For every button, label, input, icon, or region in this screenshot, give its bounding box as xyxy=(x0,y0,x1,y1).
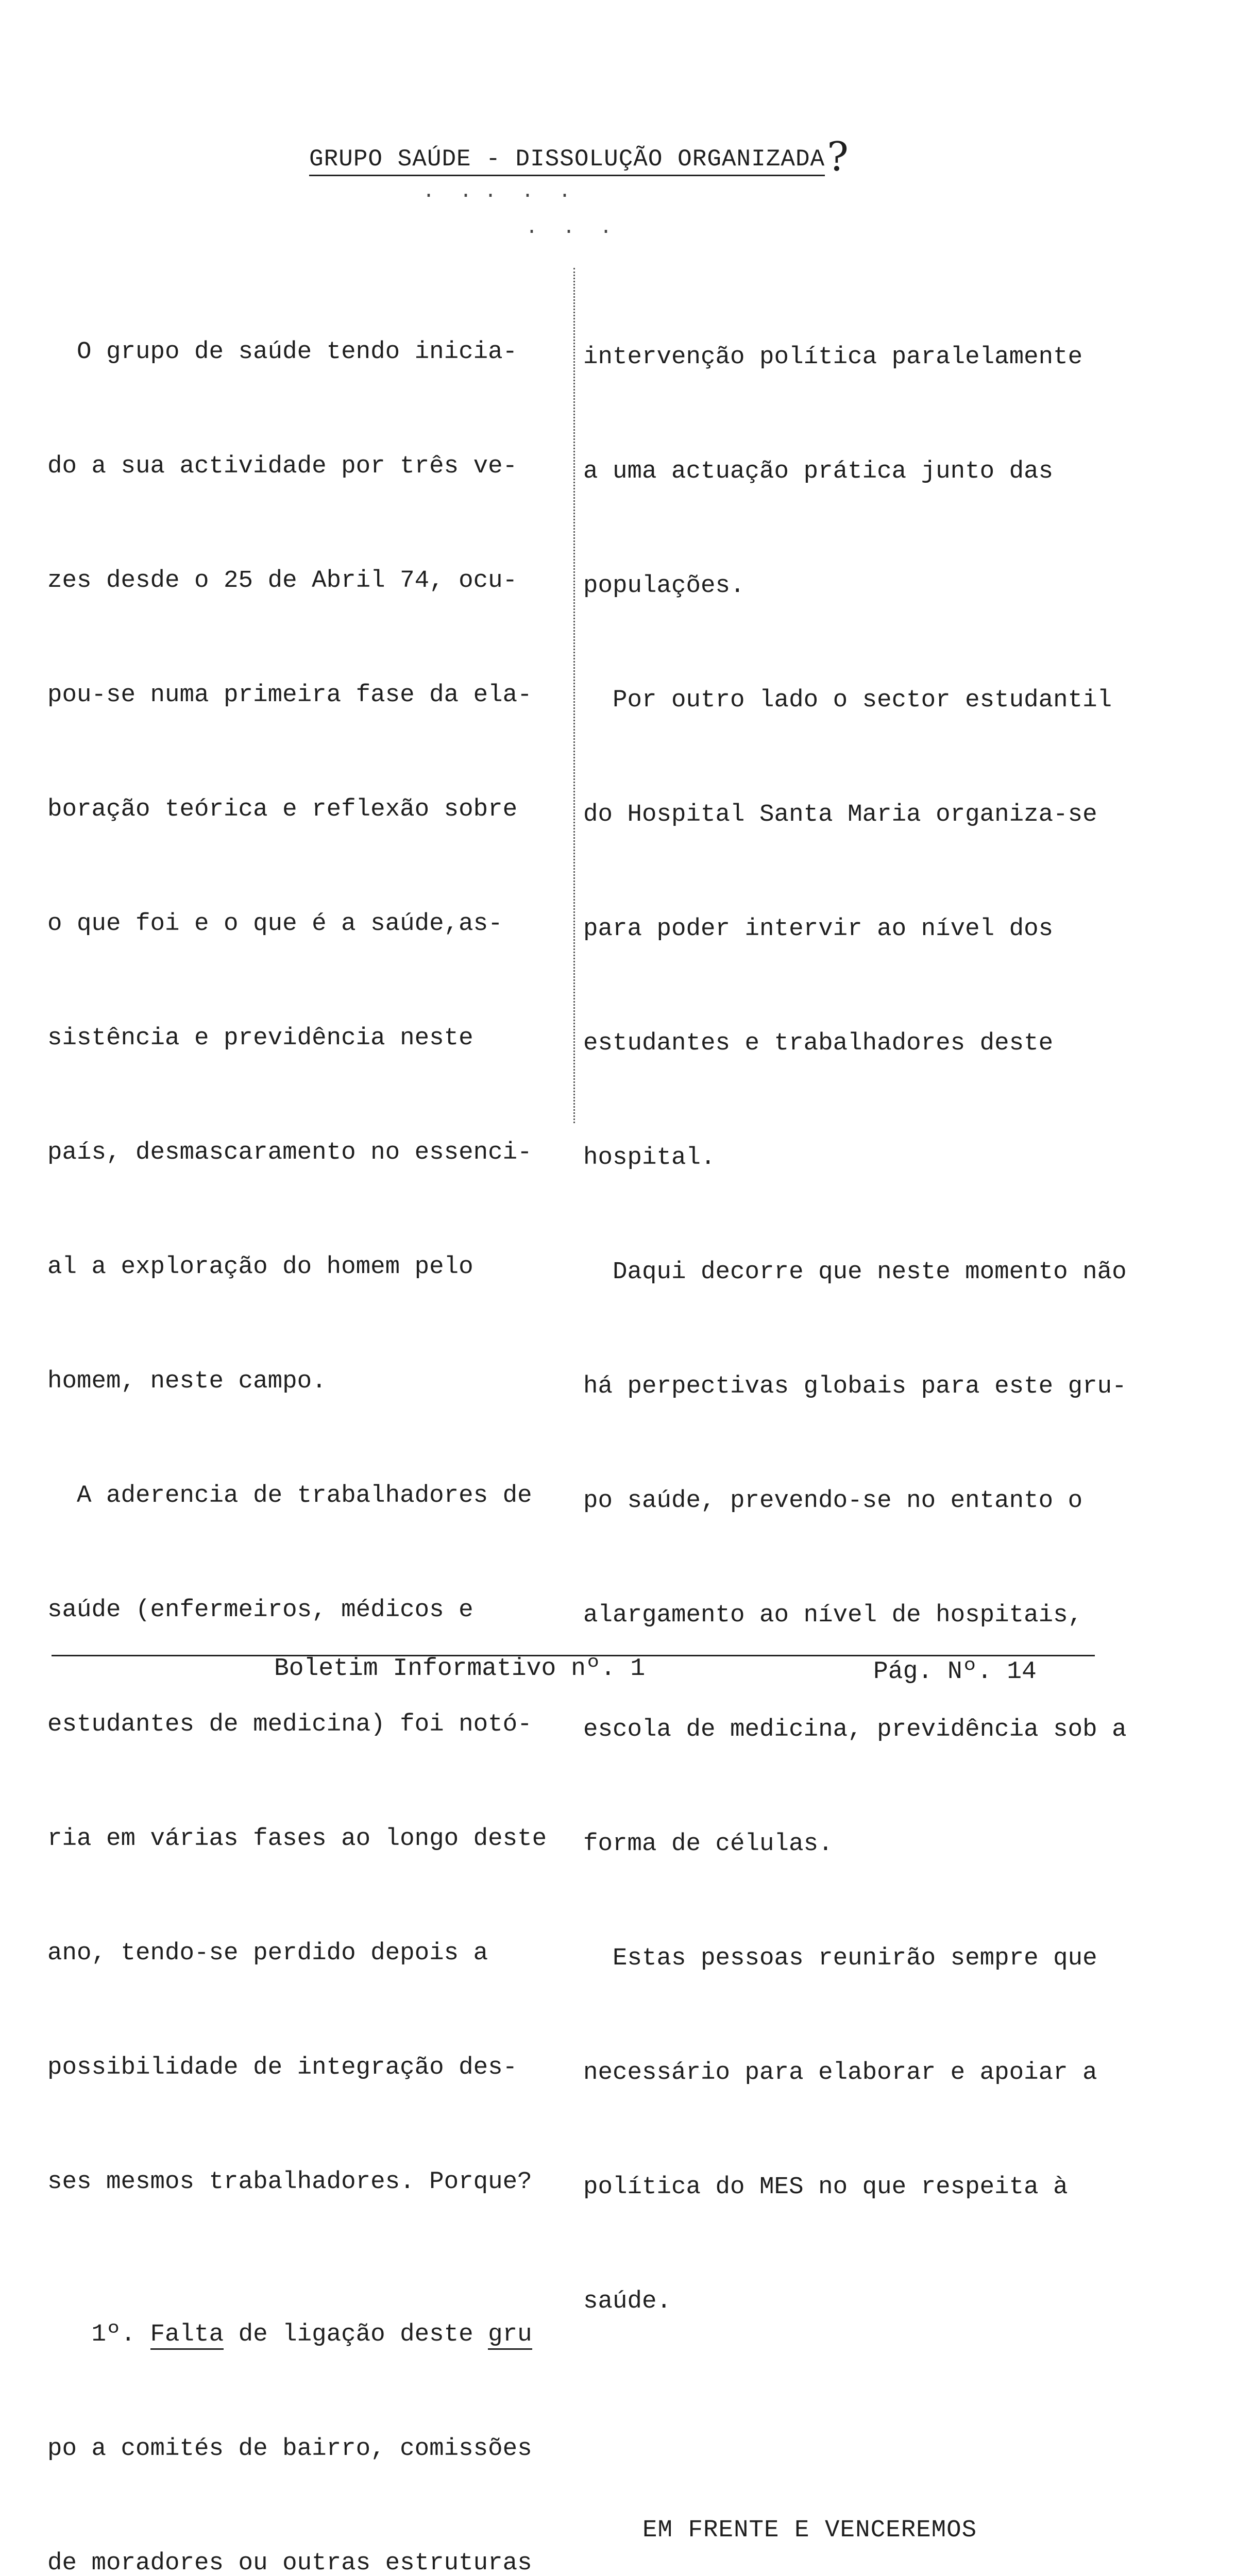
left-paragraph-line: do a sua actividade por três ve- xyxy=(47,452,518,480)
point-1-text: de ligação deste xyxy=(224,2320,488,2348)
right-paragraph-line: alargamento ao nível de hospitais, xyxy=(583,1601,1083,1629)
left-paragraph-line: homem, neste campo. xyxy=(47,1367,327,1395)
right-paragraph-line: Daqui decorre que neste momento não xyxy=(583,1258,1127,1286)
right-paragraph-line: há perpectivas globais para este gru- xyxy=(583,1372,1127,1400)
right-paragraph-line: escola de medicina, previdência sob a xyxy=(583,1716,1127,1743)
handwritten-question-mark: ? xyxy=(827,134,849,180)
footer-page-number: Pág. Nº. 14 xyxy=(873,1658,1037,1686)
left-paragraph-line: ses mesmos trabalhadores. Porque? xyxy=(47,2168,532,2196)
right-paragraph-line: do Hospital Santa Maria organiza-se xyxy=(583,801,1097,828)
page-title xyxy=(309,129,849,180)
right-paragraph-line: intervenção política paralelamente xyxy=(583,343,1083,371)
point-1-number: 1º. xyxy=(47,2320,150,2348)
left-paragraph-line: saúde (enfermeiros, médicos e xyxy=(47,1596,473,1624)
right-paragraph-line: para poder intervir ao nível dos xyxy=(583,915,1054,943)
left-paragraph-line: o que foi e o que é a saúde,as- xyxy=(47,910,503,938)
left-paragraph-line: ano, tendo-se perdido depois a xyxy=(47,1939,488,1967)
left-paragraph-line: ria em várias fases ao longo deste xyxy=(47,1825,547,1853)
right-paragraph-line: forma de células. xyxy=(583,1830,833,1858)
point-1-keyword: Falta xyxy=(150,2320,224,2350)
column-divider xyxy=(573,268,575,1123)
right-paragraph-line: política do MES no que respeita à xyxy=(583,2173,1068,2201)
left-paragraph-line: A aderencia de trabalhadores de xyxy=(47,1482,532,1510)
left-paragraph-line: estudantes de medicina) foi notó- xyxy=(47,1710,532,1738)
spacer xyxy=(583,2397,1127,2435)
right-paragraph-line: po saúde, prevendo-se no entanto o xyxy=(583,1487,1083,1515)
footer-publication: Boletim Informativo nº. 1 xyxy=(274,1655,646,1683)
left-column xyxy=(47,257,547,2576)
title-text: GRUPO SAÚDE - DISSOLUÇÃO ORGANIZADA xyxy=(309,146,825,176)
left-paragraph-line: al a exploração do homem pelo xyxy=(47,1253,473,1281)
point-1-line: de moradores ou outras estruturas xyxy=(47,2549,532,2576)
closing-slogan: EM FRENTE E VENCEREMOS xyxy=(642,2516,977,2544)
right-paragraph-line: Por outro lado o sector estudantil xyxy=(583,686,1112,714)
right-paragraph-line: a uma actuação prática junto das xyxy=(583,457,1054,485)
right-paragraph-line: necessário para elaborar e apoiar a xyxy=(583,2059,1097,2087)
right-paragraph-line: estudantes e trabalhadores deste xyxy=(583,1029,1054,1057)
stray-marks-2: . . . xyxy=(526,216,613,240)
point-1-line: po a comités de bairro, comissões xyxy=(47,2435,532,2463)
right-column xyxy=(583,262,1127,2576)
right-paragraph-line: Estas pessoas reunirão sempre que xyxy=(583,1944,1097,1972)
left-paragraph-line: pou-se numa primeira fase da ela- xyxy=(47,681,532,709)
point-1-tail: gru xyxy=(488,2320,532,2350)
left-paragraph-line: sistência e previdência neste xyxy=(47,1024,473,1052)
left-paragraph-line: possibilidade de integração des- xyxy=(47,2054,518,2081)
left-paragraph-line: O grupo de saúde tendo inicia- xyxy=(47,338,518,366)
right-paragraph-line: populações. xyxy=(583,572,745,600)
right-paragraph-line: hospital. xyxy=(583,1144,716,1172)
left-paragraph-line: zes desde o 25 de Abril 74, ocu- xyxy=(47,567,518,595)
left-paragraph-line: boração teórica e reflexão sobre xyxy=(47,795,518,823)
left-paragraph-line: país, desmascaramento no essenci- xyxy=(47,1139,532,1166)
point-1-heading xyxy=(47,2315,547,2353)
right-paragraph-line: saúde. xyxy=(583,2287,672,2315)
stray-marks: . . . . . xyxy=(422,180,571,204)
